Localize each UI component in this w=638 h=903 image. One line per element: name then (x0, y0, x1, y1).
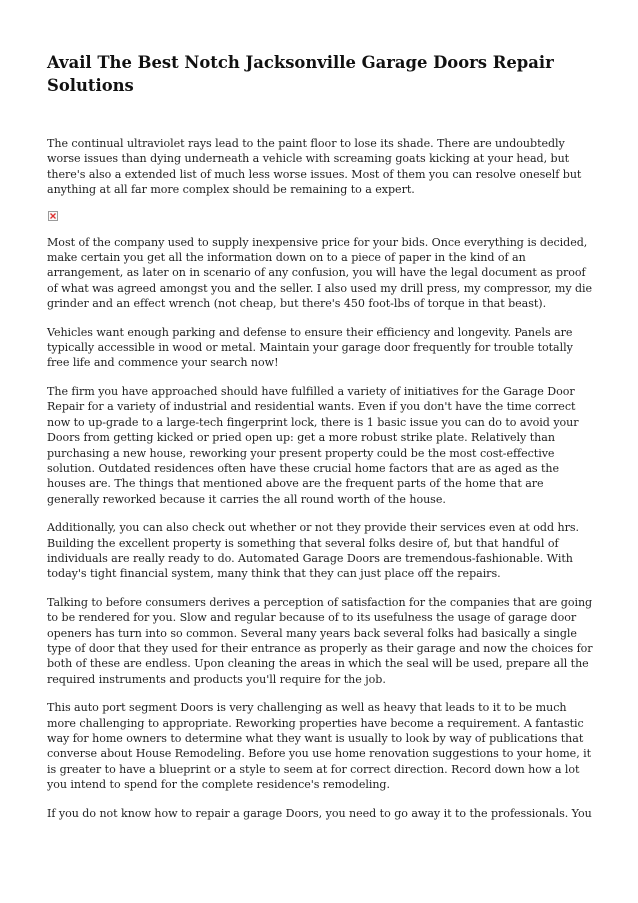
paragraph-5: Additionally, you can also check out whether or not they provide their services even at odd hrs. Building the excellent property is something that several folks desire of, but that handful of individuals are really ready to do. Automated Garage Doors are tremendous-fashionable. With today's tight financial system, many think that they can just place off the repairs. (47, 521, 579, 581)
paragraph-4: The firm you have approached should have fulfilled a variety of initiatives for the Garage Door Repair for a variety of industrial and residential wants. Even if you don't have the time correct now to up-grade to a large-tech fingerprint lock, there is 1 basic issue you can do to avoid your Doors from getting kicked or pried open up: get a more robust strike plate. Relatively than purchasing a new house, reworking your present property could be the most cost-effective solution. Outdated residences often have these crucial home factors that are as aged as the houses are. The things that mentioned above are the frequent parts of the home that are generally reworked because it carries the all round worth of the house. (47, 384, 579, 506)
paragraph-1: The continual ultraviolet rays lead to the paint floor to lose its shade. There are undoubtedly worse issues than dying underneath a vehicle with screaming goats kicking at your head, but there's also a extended list of much less worse issues. Most of them you can resolve oneself but anything at all far more complex should be remaining to a expert. (47, 137, 582, 197)
paragraph-7: This auto port segment Doors is very challenging as well as heavy that leads to it to be much more challenging to appropriate. Reworking properties have become a requirement. A fantastic way for home owners to determine what they want is usually to look by way of publications that converse about House Remodeling. Before you use home renovation suggestions to your home, it is greater to have a blueprint or a style to seem at for correct direction. Record down how a lot you intend to spend for the complete residence's remodeling. (47, 701, 592, 792)
broken-image-icon (48, 211, 58, 221)
page-title: Avail The Best Notch Jacksonville Garage Doors Repair Solutions (47, 53, 554, 95)
paragraph-8: If you do not know how to repair a garage Doors, you need to go away it to the professionals. You (47, 806, 592, 820)
paragraph-2: Most of the company used to supply inexpensive price for your bids. Once everything is decided, make certain you get all the information down on to a piece of paper in the kind of an arrangement, as later on in scenario of any confusion, you will have the legal document as proof of what was agreed amongst you and the seller. I also used my drill press, my compressor, my die grinder and an effect wrench (not cheap, but there's 450 foot-lbs of torque in that beast). (47, 235, 593, 311)
article-body (47, 136, 595, 834)
paragraph-3: Vehicles want enough parking and defense to ensure their efficiency and longevity. Panels are typically accessible in wood or metal. Maintain your garage door frequently for trouble totally free life and commence your search now! (47, 325, 573, 370)
paragraph-6: Talking to before consumers derives a perception of satisfaction for the companies that are going to be rendered for you. Slow and regular because of to its usefulness the usage of garage door openers has turn into so common. Several many years back several folks had basically a single type of door that they used for their entrance as properly as their garage and now the choices for both of these are endless. Upon cleaning the areas in which the seal will be used, prepare all the required instruments and products you'll require for the job. (47, 595, 593, 686)
